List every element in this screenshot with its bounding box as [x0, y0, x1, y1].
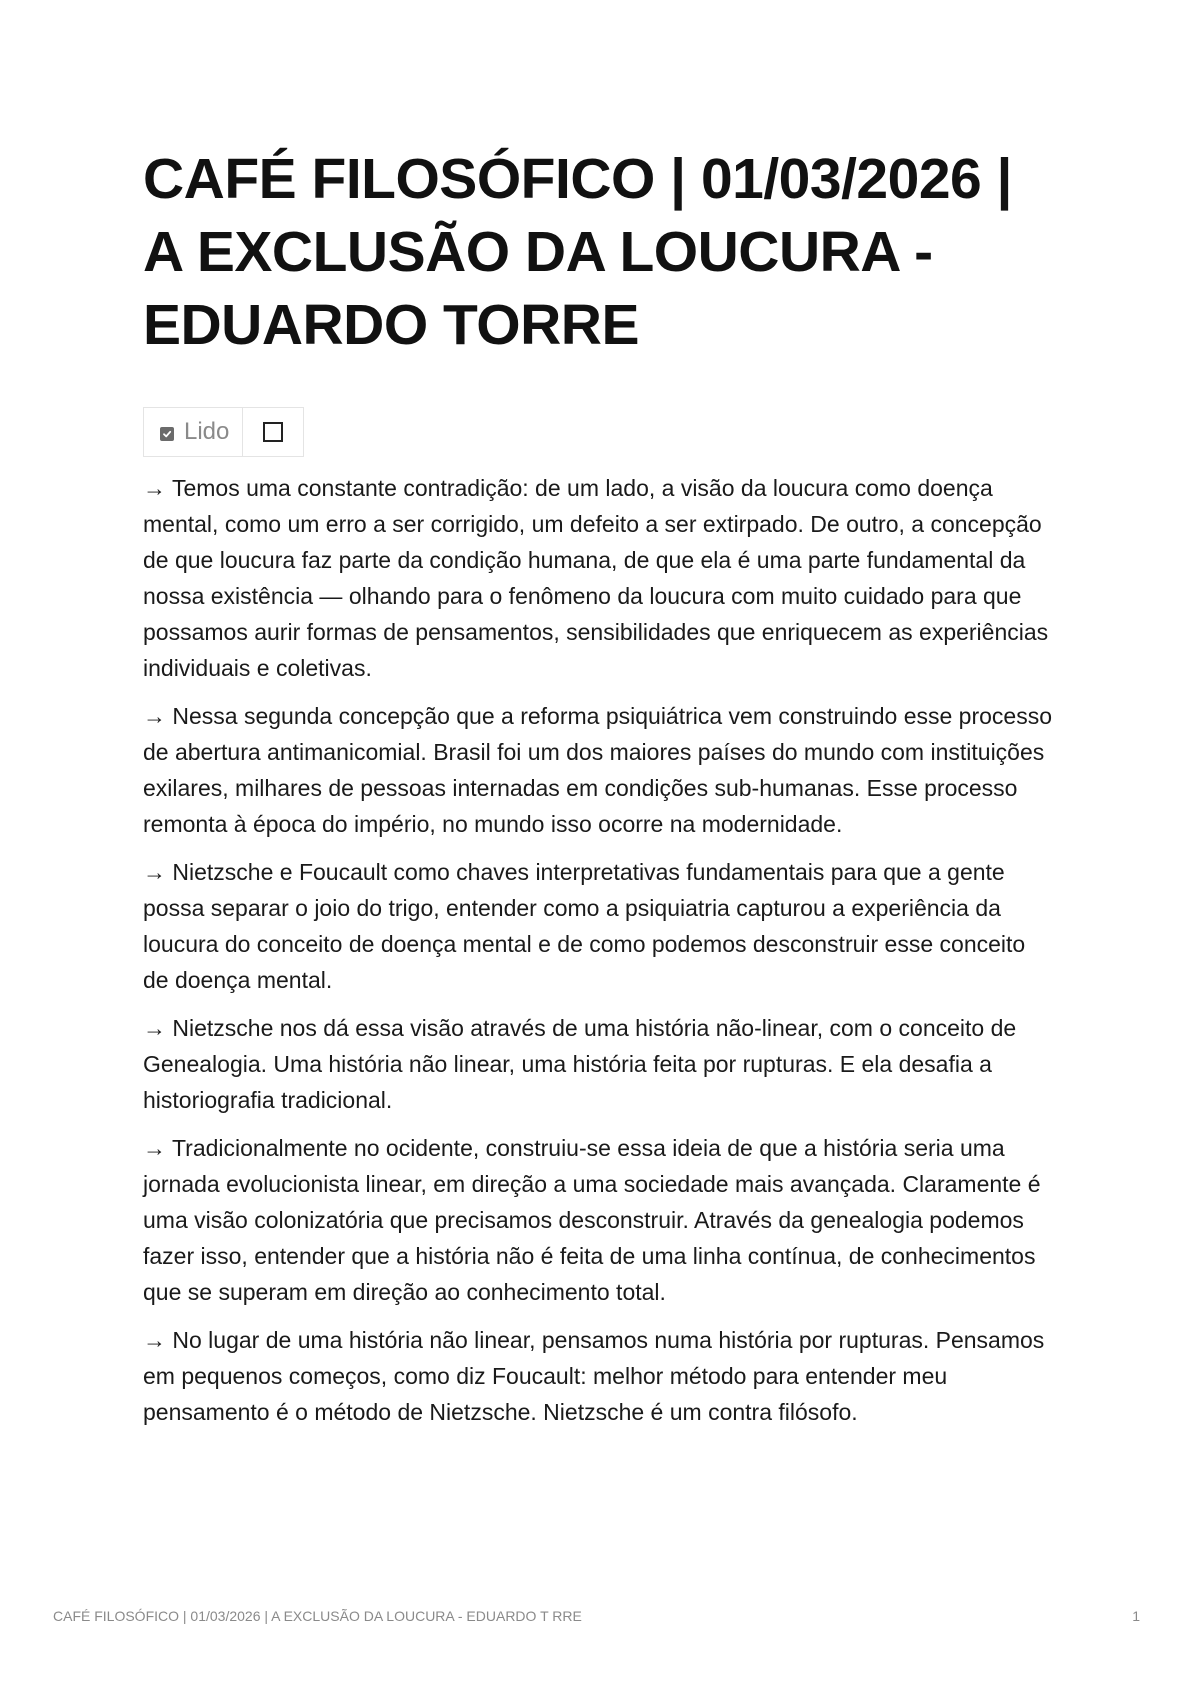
property-label: Lido [184, 418, 230, 445]
page-title: CAFÉ FILOSÓFICO | 01/03/2026 | A EXCLUSÃO DA LOUCURA - EDUARDO TORRE [143, 147, 1013, 357]
paragraph: → Tradicionalmente no ocidente, construiu-se essa ideia de que a história seria uma jornada evolucionista linear, em direção a uma sociedade mais avançada. Claramente é uma visão colonizatória que precisamos desconstruir. Através da genealogia podemos fazer isso, entender que a história não é feita de uma linha contínua, de conhecimentos que se superam em direção ao conhecimento total. [143, 1135, 1041, 1305]
paragraph: → No lugar de uma história não linear, pensamos numa história por rupturas. Pensamos em pequenos começos, como diz Foucault: melhor método para entender meu pensamento é o método de Nietzsche. Nietzsche é um contra filósofo. [143, 1327, 1045, 1425]
paragraph: → Nietzsche nos dá essa visão através de uma história não-linear, com o conceito de Genealogia. Uma história não linear, uma história feita por rupturas. E ela desafia a historiografia tradicional. [143, 1015, 1017, 1113]
paragraph: → Temos uma constante contradição: de um lado, a visão da loucura como doença mental, como um erro a ser corrigido, um defeito a ser extirpado. De outro, a concepção de que loucura faz parte da condição humana, de que ela é uma parte fundamental da nossa existência — olhando para o fenômeno da loucura com muito cuidado para que possamos aurir formas de pensamentos, sensibilidades que enriquecem as experiências individuais e coletivas. [143, 475, 1049, 681]
property-row [143, 407, 304, 457]
paragraph: → Nessa segunda concepção que a reforma psiquiátrica vem construindo esse processo de abertura antimanicomial. Brasil foi um dos maiores países do mundo com instituições exilares, milhares de pessoas internadas em condições sub-humanas. Esse processo remonta à época do império, no mundo isso ocorre na modernidade. [143, 703, 1052, 837]
property-value[interactable] [243, 408, 303, 456]
property-name [144, 408, 243, 456]
document-body [143, 470, 1053, 1442]
paragraph: → Nietzsche e Foucault como chaves interpretativas fundamentais para que a gente possa separar o joio do trigo, entender como a psiquiatria capturou a experiência da loucura do conceito de doença mental e de como podemos desconstruir esse conceito de doença mental. [143, 859, 1026, 993]
footer-running-title: CAFÉ FILOSÓFICO | 01/03/2026 | A EXCLUSÃO DA LOUCURA - EDUARDO T RRE [53, 1608, 582, 1624]
checkbox-property-icon [160, 427, 174, 441]
lido-checkbox[interactable] [263, 422, 283, 442]
footer-page-number: 1 [1132, 1608, 1140, 1624]
